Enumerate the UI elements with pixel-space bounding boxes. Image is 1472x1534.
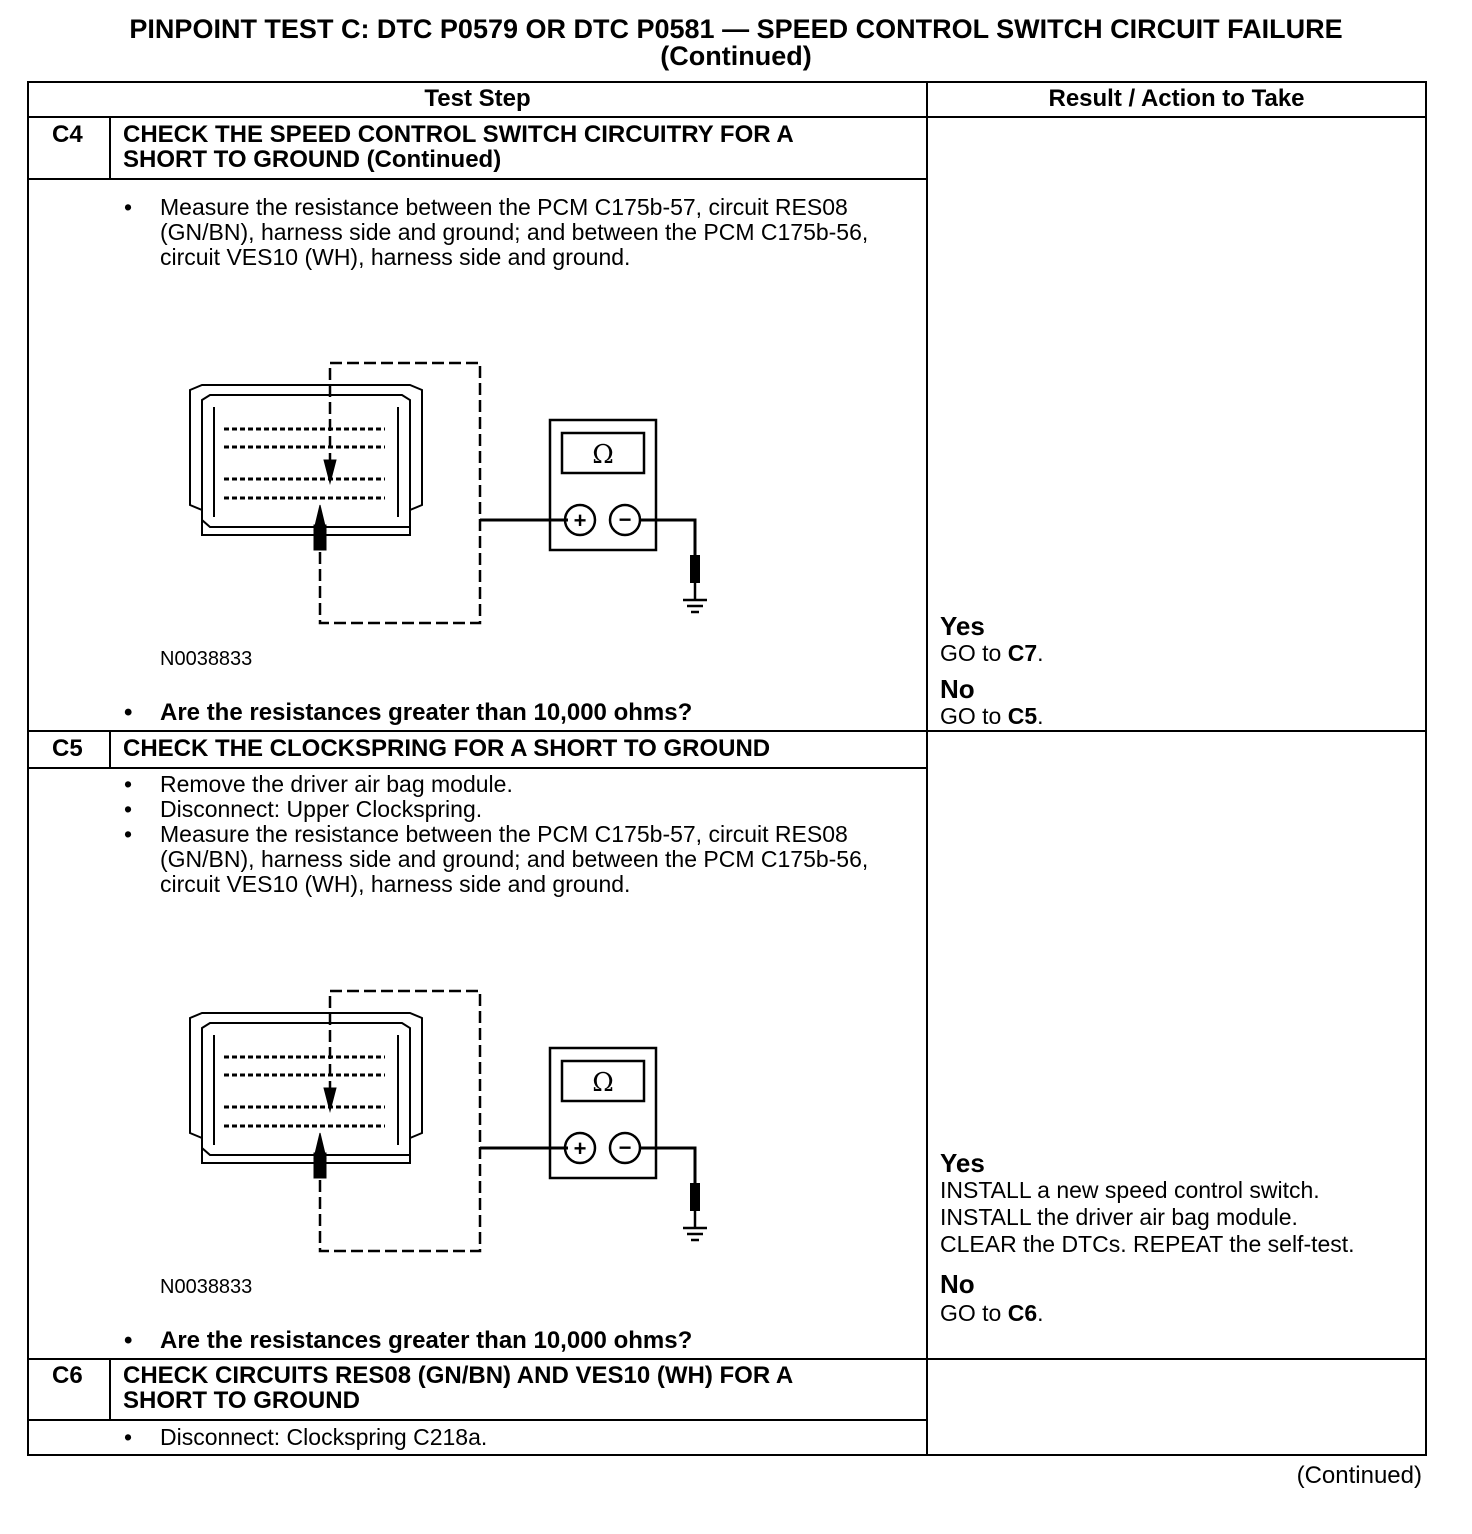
step-body-c5 — [124, 772, 884, 897]
step-title-c6-line1: CHECK CIRCUITS RES08 (GN/BN) AND VES10 (WH) FOR A — [123, 1362, 794, 1389]
result-yes-line: INSTALL a new speed control switch. — [940, 1177, 1320, 1203]
col-divider-step-c4 — [109, 117, 111, 180]
result-yes-action: GO to C7. — [940, 640, 1044, 666]
result-no-label: No — [940, 1269, 975, 1299]
step-title-c4 — [123, 122, 913, 172]
ground-probe-icon — [690, 555, 700, 583]
step-title-c5: CHECK THE CLOCKSPRING FOR A SHORT TO GROUND — [123, 735, 771, 762]
list-item: • Remove the driver air bag module. — [124, 772, 884, 797]
c4-title-divider — [27, 178, 927, 180]
probe-icon — [314, 460, 336, 550]
result-yes-line: CLEAR the DTCs. REPEAT the self-test. — [940, 1231, 1355, 1257]
page-title-line2: (Continued) — [660, 41, 812, 71]
result-c5 — [940, 1149, 1420, 1327]
result-yes-line: INSTALL the driver air bag module. — [940, 1204, 1298, 1230]
step-body-c4 — [124, 195, 884, 270]
col-divider-step-c6 — [109, 1359, 111, 1421]
wiring-diagram-c4 — [180, 355, 720, 635]
test-lead-dashed — [320, 363, 480, 623]
step-question-c5 — [124, 1328, 914, 1353]
minus-symbol: − — [618, 507, 632, 532]
result-no-label: No — [940, 674, 975, 704]
minus-symbol: − — [618, 1135, 632, 1160]
step-title-c6 — [123, 1363, 913, 1413]
probe-icon — [314, 1088, 336, 1178]
step-c4-bullets — [124, 195, 884, 270]
c5-row-divider — [27, 1358, 1427, 1360]
ground-icon — [683, 1211, 707, 1240]
step-body-c6 — [124, 1425, 884, 1450]
step-title-c4-line2: SHORT TO GROUND (Continued) — [123, 146, 502, 173]
list-item: • Measure the resistance between the PCM C175b-57, circuit RES08 (GN/BN), harness side and ground; and between the PCM C175b-56, circuit VES10 (WH), harness side and ground. — [124, 822, 884, 897]
result-yes-label: Yes — [940, 611, 985, 641]
c5-title-divider — [27, 767, 927, 769]
plus-symbol: + — [573, 1136, 587, 1161]
step-link-c5[interactable]: C5 — [1007, 703, 1038, 729]
list-item: • Measure the resistance between the PCM C175b-57, circuit RES08 (GN/BN), harness side and ground; and between the PCM C175b-56, circuit VES10 (WH), harness side and ground. — [124, 195, 884, 270]
ground-lead — [640, 1148, 695, 1188]
ground-lead — [640, 520, 695, 560]
step-title-c6-line2: SHORT TO GROUND — [123, 1387, 360, 1414]
ground-icon — [683, 583, 707, 612]
figure-id-c5: N0038833 — [160, 1276, 253, 1298]
ohm-symbol: Ω — [592, 1068, 614, 1098]
step-title-c4-line1: CHECK THE SPEED CONTROL SWITCH CIRCUITRY FOR A — [123, 121, 794, 148]
continued-footer: (Continued) — [1296, 1462, 1422, 1489]
page-title — [0, 16, 1472, 70]
ohm-symbol: Ω — [592, 440, 614, 470]
list-item: • Disconnect: Clockspring C218a. — [124, 1425, 884, 1450]
test-lead-dashed — [320, 991, 480, 1251]
c4-row-divider — [27, 730, 1427, 732]
step-c6-bullets — [124, 1425, 884, 1450]
pcm-connector-icon — [190, 385, 422, 535]
step-c5-bullets — [124, 772, 884, 897]
step-id-c5: C5 — [52, 735, 83, 762]
c6-title-divider — [27, 1419, 927, 1421]
list-item: • Are the resistances greater than 10,000 ohms? — [124, 700, 914, 725]
pcm-connector-icon — [190, 1013, 422, 1163]
result-no-action: GO to C6. — [940, 1300, 1044, 1326]
step-id-c4: C4 — [52, 121, 83, 148]
page-title-line1: PINPOINT TEST C: DTC P0579 OR DTC P0581 — SPEED CONTROL SWITCH CIRCUIT FAILURE — [129, 14, 1343, 44]
step-link-c6[interactable]: C6 — [1007, 1300, 1038, 1326]
list-item: • Disconnect: Upper Clockspring. — [124, 797, 884, 822]
ground-probe-icon — [690, 1183, 700, 1211]
header-result-action: Result / Action to Take — [1048, 85, 1305, 112]
list-item: • Are the resistances greater than 10,000 ohms? — [124, 1328, 914, 1353]
step-link-c7[interactable]: C7 — [1007, 640, 1038, 666]
header-divider — [27, 116, 1427, 118]
result-no-action: GO to C5. — [940, 703, 1044, 729]
figure-id-c4: N0038833 — [160, 648, 253, 670]
wiring-diagram-c5 — [180, 983, 720, 1263]
step-question-c4 — [124, 700, 914, 725]
header-test-step: Test Step — [424, 85, 531, 112]
result-yes-label: Yes — [940, 1148, 985, 1178]
plus-symbol: + — [573, 508, 587, 533]
step-id-c6: C6 — [52, 1362, 83, 1389]
col-divider-step-c5 — [109, 731, 111, 769]
result-c4 — [940, 612, 1415, 730]
